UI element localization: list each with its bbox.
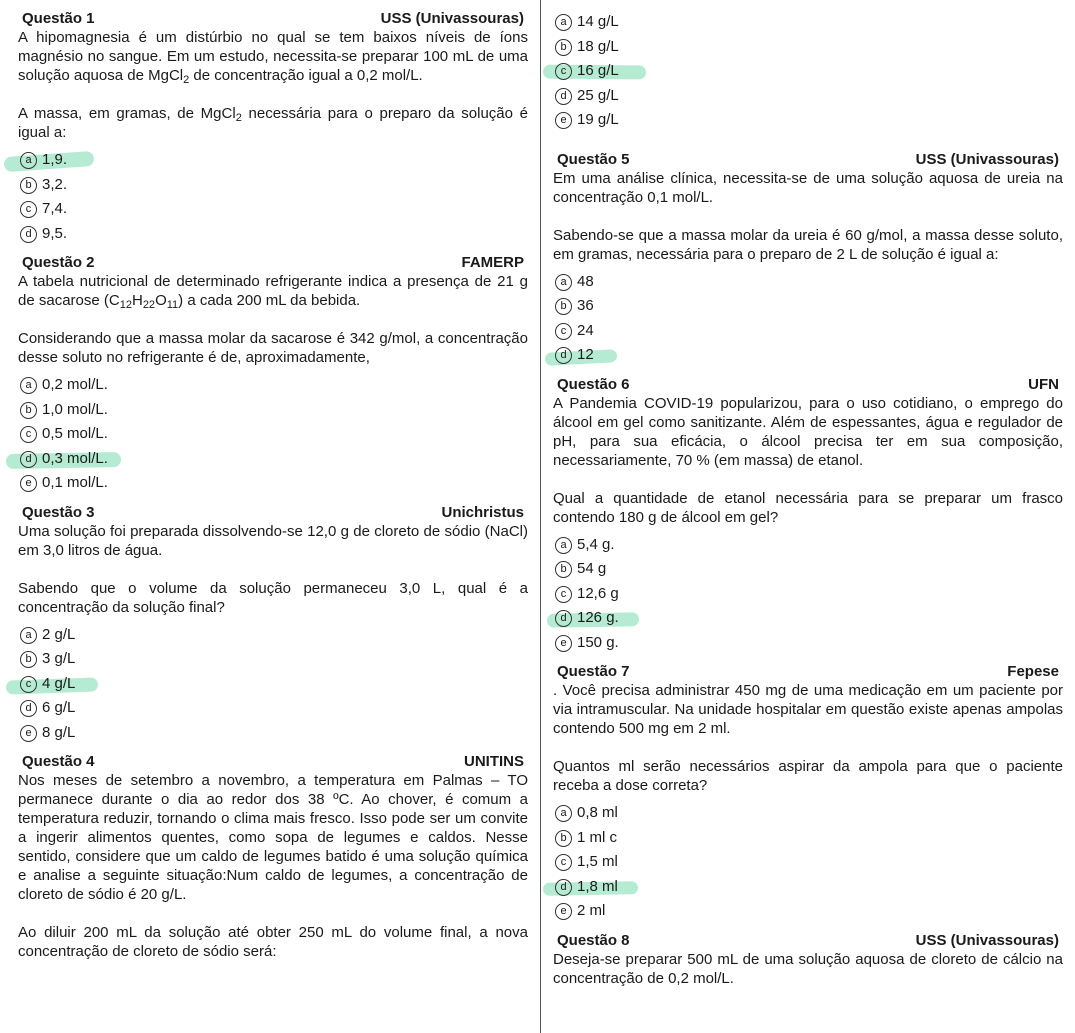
option-label: 12 bbox=[577, 346, 594, 363]
option-label: 8 g/L bbox=[42, 723, 76, 741]
option-label: 1,8 ml bbox=[577, 877, 618, 895]
option-label: 7,4. bbox=[42, 200, 68, 217]
option-c[interactable] bbox=[18, 197, 528, 222]
question-prompt: A massa, em gramas, de MgCl$_2$ necessária para o preparo da solução é igual a: bbox=[18, 105, 528, 141]
question-source: USS (Univassouras) bbox=[915, 150, 1059, 168]
option-label: 19 g/L bbox=[577, 111, 619, 128]
option-b[interactable] bbox=[18, 398, 528, 423]
question-2 bbox=[18, 254, 528, 496]
option-a[interactable] bbox=[18, 148, 528, 173]
option-d[interactable] bbox=[18, 222, 528, 247]
option-letter-circle: c bbox=[20, 676, 37, 693]
question-source: USS (Univassouras) bbox=[915, 931, 1059, 949]
option-letter-circle: d bbox=[20, 226, 37, 243]
option-c[interactable] bbox=[18, 422, 528, 447]
option-label: 48 bbox=[577, 272, 594, 290]
option-b[interactable] bbox=[553, 294, 1063, 319]
option-d[interactable] bbox=[18, 696, 528, 721]
option-letter-circle: c bbox=[555, 323, 572, 340]
option-letter-circle: a bbox=[555, 537, 572, 554]
left-column bbox=[18, 0, 528, 969]
option-b[interactable] bbox=[553, 35, 1063, 60]
option-e[interactable] bbox=[553, 899, 1063, 924]
option-a[interactable] bbox=[553, 10, 1063, 35]
option-letter-circle: c bbox=[555, 63, 572, 80]
question-prompt: Quantos ml serão necessários aspirar da ampola para que o paciente receba a dose correta? bbox=[553, 758, 1063, 794]
column-divider bbox=[540, 0, 541, 1033]
option-c[interactable] bbox=[553, 850, 1063, 875]
option-label: 4 g/L bbox=[42, 674, 76, 692]
question-source: UFN bbox=[1028, 375, 1059, 393]
option-b[interactable] bbox=[18, 647, 528, 672]
option-a[interactable] bbox=[18, 373, 528, 398]
question-prompt: Ao diluir 200 mL da solução até obter 250 mL do volume final, a nova concentração de cloreto de sódio será: bbox=[18, 924, 528, 960]
option-d[interactable] bbox=[553, 343, 1063, 368]
question-title: Questão 6 bbox=[557, 375, 630, 393]
option-label: 54 g bbox=[577, 560, 607, 577]
option-label: 25 g/L bbox=[577, 86, 619, 104]
question-source: USS (Univassouras) bbox=[380, 10, 524, 27]
option-label: 16 g/L bbox=[577, 62, 619, 79]
option-label: 1 ml c bbox=[577, 828, 618, 846]
option-letter-circle: b bbox=[555, 561, 572, 578]
option-letter-circle: c bbox=[555, 586, 572, 603]
option-a[interactable] bbox=[553, 270, 1063, 295]
question-source: Fepese bbox=[1007, 663, 1059, 680]
option-label: 0,8 ml bbox=[577, 804, 618, 821]
option-letter-circle: d bbox=[555, 347, 572, 364]
option-letter-circle: d bbox=[20, 700, 37, 717]
option-list bbox=[553, 533, 1063, 656]
option-c[interactable] bbox=[553, 59, 1063, 84]
option-letter-circle: e bbox=[20, 475, 37, 492]
option-letter-circle: a bbox=[555, 805, 572, 822]
option-label: 126 g. bbox=[577, 609, 619, 626]
option-label: 24 bbox=[577, 321, 594, 339]
option-label: 0,2 mol/L. bbox=[42, 376, 108, 393]
option-list bbox=[18, 373, 528, 496]
question-prompt: Sabendo que o volume da solução permaneceu 3,0 L, qual é a concentração da solução final? bbox=[18, 579, 528, 616]
option-list-question-4 bbox=[553, 10, 1063, 133]
option-label: 18 g/L bbox=[577, 37, 619, 55]
question-text: Nos meses de setembro a novembro, a temperatura em Palmas – TO permanece durante o dia ao redor dos 38 ºC. Ao chover, é comum a temperatura reduzir, tornando o clima mais fresco. Isso pode ser um convite a ingerir alimentos quentes, como sopa de legumes e caldos. Nesse sentido, considere que um caldo de legumes batido é uma solução química e analise a seguinte situação:Num caldo de legumes, a concentração de cloreto de sódio é 20 g/L. bbox=[18, 772, 528, 903]
option-label: 1,5 ml bbox=[577, 853, 618, 870]
question-title: Questão 4 bbox=[22, 753, 95, 770]
option-b[interactable] bbox=[553, 826, 1063, 851]
question-title: Questão 3 bbox=[22, 503, 95, 521]
option-letter-circle: b bbox=[20, 651, 37, 668]
option-letter-circle: b bbox=[20, 402, 37, 419]
question-title: Questão 5 bbox=[557, 150, 630, 168]
option-label: 2 ml bbox=[577, 902, 606, 919]
option-letter-circle: a bbox=[555, 14, 572, 31]
option-label: 14 g/L bbox=[577, 13, 619, 30]
option-letter-circle: e bbox=[555, 903, 572, 920]
option-letter-circle: c bbox=[20, 201, 37, 218]
option-letter-circle: e bbox=[20, 725, 37, 742]
right-column bbox=[553, 0, 1063, 996]
option-label: 9,5. bbox=[42, 224, 68, 242]
option-d[interactable] bbox=[553, 606, 1063, 631]
option-label: 1,0 mol/L. bbox=[42, 400, 108, 418]
option-label: 5,4 g. bbox=[577, 535, 615, 553]
option-label: 12,6 g bbox=[577, 584, 619, 602]
option-label: 36 bbox=[577, 297, 594, 314]
option-letter-circle: d bbox=[555, 610, 572, 627]
option-label: 0,1 mol/L. bbox=[42, 474, 108, 491]
option-a[interactable] bbox=[18, 623, 528, 648]
option-list bbox=[18, 623, 528, 746]
question-source: UNITINS bbox=[464, 753, 524, 770]
question-header bbox=[553, 376, 1063, 394]
question-text: Uma solução foi preparada dissolvendo-se 12,0 g de cloreto de sódio (NaCl) em 3,0 litros de água. bbox=[18, 522, 528, 559]
option-letter-circle: d bbox=[555, 88, 572, 105]
question-1 bbox=[18, 10, 528, 246]
question-3 bbox=[18, 504, 528, 746]
question-prompt: Qual a quantidade de etanol necessária para se preparar um frasco contendo 180 g de álcool em gel? bbox=[553, 489, 1063, 526]
option-letter-circle: e bbox=[555, 112, 572, 129]
question-text: A tabela nutricional de determinado refrigerante indica a presença de 21 g de sacarose $(C_{12}H_{22}O_{11})$ a cada 200 mL da bebida. bbox=[18, 273, 528, 311]
question-header bbox=[18, 504, 528, 522]
option-letter-circle: d bbox=[555, 879, 572, 896]
question-8 bbox=[553, 932, 1063, 988]
option-d[interactable] bbox=[553, 84, 1063, 109]
question-prompt: Sabendo-se que a massa molar da ureia é 60 g/mol, a massa desse soluto, em gramas, necessária para o preparo de 2 L de solução é igual a: bbox=[553, 226, 1063, 263]
option-letter-circle: a bbox=[20, 152, 37, 169]
option-letter-circle: a bbox=[20, 377, 37, 394]
option-label: 3 g/L bbox=[42, 650, 76, 667]
question-header bbox=[18, 254, 528, 272]
option-e[interactable] bbox=[18, 471, 528, 496]
option-d[interactable] bbox=[553, 875, 1063, 900]
option-letter-circle: b bbox=[555, 830, 572, 847]
option-c[interactable] bbox=[18, 672, 528, 697]
question-6 bbox=[553, 376, 1063, 656]
option-b[interactable] bbox=[553, 557, 1063, 582]
option-list bbox=[18, 148, 528, 246]
question-text: A hipomagnesia é um distúrbio no qual se tem baixos níveis de íons magnésio no sangue. Em um estudo, necessita-se preparar 100 mL de uma solução aquosa de MgCl$_2$ de concentração igual a 0,2 mol/L. bbox=[18, 29, 528, 86]
question-title: Questão 7 bbox=[557, 663, 630, 680]
option-label: 0,3 mol/L. bbox=[42, 449, 108, 467]
question-4 bbox=[18, 753, 528, 961]
option-label: 3,2. bbox=[42, 175, 68, 193]
option-a[interactable] bbox=[553, 533, 1063, 558]
question-5 bbox=[553, 151, 1063, 368]
question-title: Questão 1 bbox=[22, 10, 95, 27]
question-text: Em uma análise clínica, necessita-se de uma solução aquosa de ureia na concentração 0,1 mol/L. bbox=[553, 169, 1063, 206]
option-e[interactable] bbox=[553, 631, 1063, 656]
option-letter-circle: c bbox=[20, 426, 37, 443]
question-prompt: Considerando que a massa molar da sacarose é 342 g/mol, a concentração desse soluto no refrigerante é de, aproximadamente, bbox=[18, 330, 528, 366]
option-letter-circle: b bbox=[20, 177, 37, 194]
question-7 bbox=[553, 663, 1063, 924]
option-d[interactable] bbox=[18, 447, 528, 472]
question-header bbox=[553, 663, 1063, 681]
option-a[interactable] bbox=[553, 801, 1063, 826]
option-label: 150 g. bbox=[577, 633, 619, 651]
question-title: Questão 8 bbox=[557, 931, 630, 949]
option-letter-circle: a bbox=[555, 274, 572, 291]
option-letter-circle: d bbox=[20, 451, 37, 468]
question-source: FAMERP bbox=[461, 254, 524, 271]
option-letter-circle: b bbox=[555, 39, 572, 56]
option-e[interactable] bbox=[553, 108, 1063, 133]
option-label: 2 g/L bbox=[42, 625, 76, 643]
option-label: 1,9. bbox=[42, 151, 68, 168]
question-header bbox=[553, 932, 1063, 950]
option-c[interactable] bbox=[553, 582, 1063, 607]
question-header bbox=[18, 753, 528, 771]
question-text: Deseja-se preparar 500 mL de uma solução aquosa de cloreto de cálcio na concentração de 0,2 mol/L. bbox=[553, 950, 1063, 987]
option-letter-circle: a bbox=[20, 627, 37, 644]
question-source: Unichristus bbox=[441, 503, 524, 521]
question-title: Questão 2 bbox=[22, 254, 95, 271]
option-list bbox=[553, 801, 1063, 924]
option-letter-circle: b bbox=[555, 298, 572, 315]
question-text: A Pandemia COVID-19 popularizou, para o uso cotidiano, o emprego do álcool em gel como sanitizante. Além de espessantes, água e regulador de pH, para sua eficácia, o álcool precisa ter em sua composição, necessariamente, 70 % (em massa) de etanol. bbox=[553, 394, 1063, 469]
option-c[interactable] bbox=[553, 319, 1063, 344]
option-list bbox=[553, 270, 1063, 368]
option-label: 6 g/L bbox=[42, 699, 76, 716]
question-text: . Você precisa administrar 450 mg de uma medicação em um paciente por via intramuscular. Na unidade hospitalar em questão existe apenas ampolas contendo 500 mg em 2 ml. bbox=[553, 682, 1063, 737]
option-b[interactable] bbox=[18, 173, 528, 198]
question-header bbox=[18, 10, 528, 28]
option-label: 0,5 mol/L. bbox=[42, 425, 108, 442]
option-letter-circle: e bbox=[555, 635, 572, 652]
option-letter-circle: c bbox=[555, 854, 572, 871]
question-header bbox=[553, 151, 1063, 169]
option-e[interactable] bbox=[18, 721, 528, 746]
